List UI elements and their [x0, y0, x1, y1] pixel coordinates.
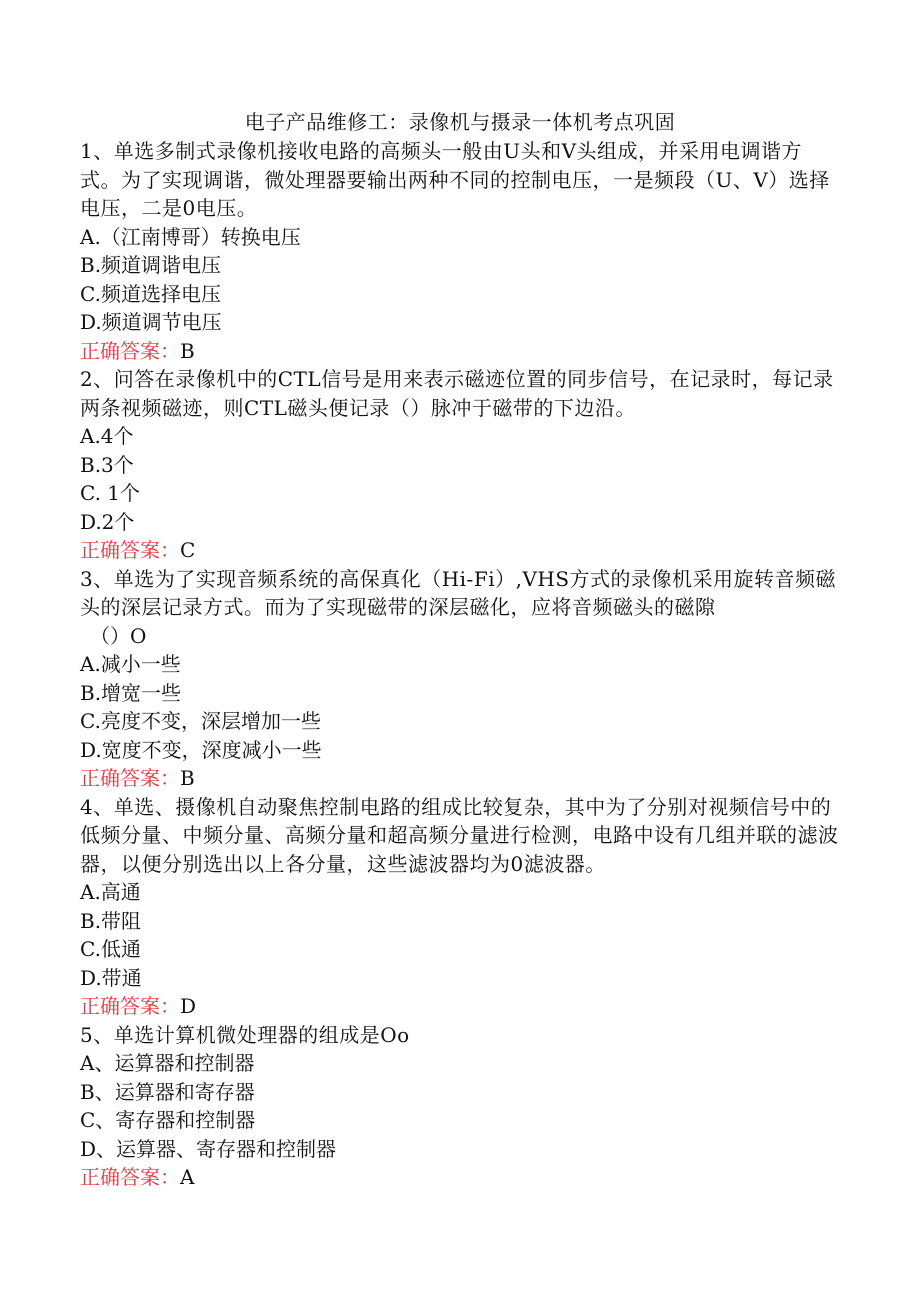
answer-line	[80, 1163, 840, 1192]
option-d: D、运算器、寄存器和控制器	[80, 1136, 337, 1161]
question-stem: 2、问答在录像机中的CTL信号是用来表示磁迹位置的同步信号，在记录时，每记录两条视频磁迹，则CTL磁头便记录（）脉冲于磁带的下边沿。	[80, 367, 834, 420]
question-5	[80, 1021, 840, 1192]
option-a: A.4个	[80, 424, 134, 448]
answer-line	[80, 764, 840, 793]
option-d: D.带通	[80, 965, 142, 990]
option-d: D.2个	[80, 509, 135, 534]
option-c: C. 1个	[80, 481, 141, 505]
answer-value: C	[180, 538, 196, 562]
question-1	[80, 137, 840, 365]
option-c: C.频道选择电压	[80, 281, 221, 306]
question-3	[80, 565, 840, 793]
option-d: D.宽度不变，深度减小一些	[80, 737, 322, 762]
question-2	[80, 365, 840, 565]
option-c: C、寄存器和控制器	[80, 1108, 256, 1132]
option-d: D.频道调节电压	[80, 310, 222, 334]
answer-line	[80, 992, 840, 1021]
option-a: A.（江南博哥）转换电压	[80, 224, 301, 249]
question-stem-continuation: （）O	[90, 623, 147, 648]
option-a: A.减小一些	[80, 652, 181, 676]
option-c: C.亮度不变，深层增加一些	[80, 709, 321, 733]
answer-value: B	[180, 338, 195, 363]
question-stem: 4、单选、摄像机自动聚焦控制电路的组成比较复杂，其中为了分别对视频信号中的低频分量、中频分量、高频分量和超高频分量进行检测，电路中设有几组并联的滤波器，以便分别选出以上各分量，这些滤波器均为0滤波器。	[80, 794, 839, 876]
answer-label: 正确答案：	[80, 1165, 180, 1189]
option-b: B.频道调谐电压	[80, 253, 222, 277]
answer-value: D	[180, 994, 197, 1018]
answer-line	[80, 337, 840, 366]
answer-value: A	[180, 1165, 195, 1189]
option-a: A.高通	[80, 880, 141, 904]
answer-value: B	[180, 766, 195, 790]
option-c: C.低通	[80, 937, 141, 961]
question-4	[80, 793, 840, 1021]
answer-label: 正确答案：	[80, 538, 180, 562]
question-stem: 5、单选计算机微处理器的组成是Oo	[80, 1022, 410, 1047]
question-stem: 1、单选多制式录像机接收电路的高频头一般由U头和V头组成，并采用电调谐方式。为了实现调谐，微处理器要输出两种不同的控制电压，一是频段（U、V）选择电压，二是0电压。	[80, 139, 830, 220]
answer-label: 正确答案：	[80, 766, 180, 790]
option-b: B.增宽一些	[80, 680, 182, 705]
question-stem: 3、单选为了实现音频系统的高保真化（Hi-Fi）,VHS方式的录像机采用旋转音频磁头的深层记录方式。而为了实现磁带的深层磁化，应将音频磁头的磁隙	[80, 566, 837, 619]
answer-line	[80, 536, 840, 565]
answer-label: 正确答案：	[80, 338, 180, 363]
document-title: 电子产品维修工：录像机与摄录一体机考点巩固	[244, 110, 676, 134]
answer-label: 正确答案：	[80, 994, 180, 1018]
option-b: B.带阻	[80, 908, 142, 933]
option-b: B、运算器和寄存器	[80, 1079, 255, 1104]
document-page	[80, 108, 840, 1192]
option-a: A、运算器和控制器	[80, 1051, 255, 1075]
option-b: B.3个	[80, 452, 134, 477]
